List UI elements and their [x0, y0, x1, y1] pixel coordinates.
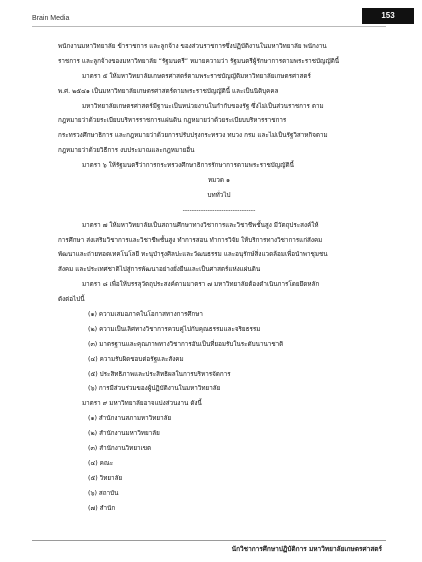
text-line: (๑) สำนักงานสภามหาวิทยาลัย	[88, 415, 172, 423]
text-line: (๔) คณะ	[88, 459, 114, 467]
text-line: (๔) ความรับผิดชอบต่อรัฐและสังคม	[88, 355, 184, 363]
text-line: ราชการ และลูกจ้างของมหาวิทยาลัย “รัฐมนตรี” หมายความว่า รัฐมนตรีผู้รักษาการตามพระราชบัญญัตินี้	[58, 57, 340, 65]
text-line: (๕) วิทยาลัย	[88, 474, 123, 482]
text-line: (๓) มาตรฐานและคุณภาพทางวิชาการอันเป็นที่ยอมรับในระดับนานาชาติ	[88, 340, 284, 348]
text-line: มาตรา ๗ ให้มหาวิทยาลัยเป็นสถานศึกษาทางวิชาการและวิชาชีพชั้นสูง มีวัตถุประสงค์ให้	[82, 221, 319, 229]
text-line: พัฒนาและถ่ายทอดเทคโนโลยี ทะนุบำรุงศิลปะและวัฒนธรรม และอนุรักษ์สิ่งแวดล้อมเพื่อนำพาชุมชน	[58, 251, 328, 259]
text-line: (๓) สำนักงานวิทยาเขต	[88, 445, 152, 453]
text-line: (๗) สำนัก	[88, 504, 116, 512]
text-line: (๖) การมีส่วนร่วมของผู้ปฏิบัติงานในมหาวิทยาลัย	[88, 385, 221, 393]
text-line: ดังต่อไปนี้	[58, 296, 85, 304]
header-brand: Brain Media	[32, 15, 70, 22]
header-divider	[32, 26, 386, 27]
page-number: 153	[362, 8, 414, 24]
body-text	[58, 40, 380, 517]
text-line: พ.ศ. ๒๕๔๑ เป็นมหาวิทยาลัยเกษตรศาสตร์ตามพระราชบัญญัตินี้ และเป็นนิติบุคคล	[58, 87, 279, 95]
text-line: พนักงานมหาวิทยาลัย ข้าราชการ และลูกจ้าง ของส่วนราชการซึ่งปฏิบัติงานในมหาวิทยาลัย พนักงาน	[58, 43, 327, 50]
text-line: (๕) ประสิทธิภาพและประสิทธิผลในการบริหารจัดการ	[88, 370, 231, 378]
text-line: มาตรา ๕ ให้มหาวิทยาลัยเกษตรศาสตร์ตามพระราชบัญญัติมหาวิทยาลัยเกษตรศาสตร์	[82, 72, 311, 80]
text-line: (๒) ความเป็นเลิศทางวิชาการควบคู่ไปกับคุณธรรมและจริยธรรม	[88, 325, 261, 333]
text-line: การศึกษา ส่งเสริมวิชาการและวิชาชีพชั้นสูง ทำการสอน ทำการวิจัย ให้บริการทางวิชาการแก่สังคม	[58, 236, 323, 244]
text-line: มาตรา ๘ เพื่อให้บรรลุวัตถุประสงค์ตามมาตรา ๗ มหาวิทยาลัยต้องดำเนินการโดยยึดหลัก	[82, 281, 320, 289]
text-line: สังคม และประเทศชาติไปสู่การพัฒนาอย่างยั่งยืนและเป็นศาสตร์แห่งแผ่นดิน	[58, 266, 261, 274]
text-line: หมวด ๑	[208, 177, 230, 185]
text-line: (๑) ความเสมอภาคในโอกาสทางการศึกษา	[88, 311, 203, 319]
text-line: กฎหมายว่าด้วยวิธีการ งบประมาณและกฎหมายอื่น	[58, 147, 195, 155]
text-line: มหาวิทยาลัยเกษตรศาสตร์มีฐานะเป็นหน่วยงานในกำกับของรัฐ ซึ่งไม่เป็นส่วนราชการ ตาม	[82, 102, 324, 110]
text-line: --------------------------------	[182, 206, 256, 214]
text-line: กฎหมายว่าด้วยระเบียบบริหารราชการแผ่นดิน กฎหมายว่าด้วยระเบียบบริหารราชการ	[58, 117, 287, 125]
text-line: (๖) สถาบัน	[88, 489, 119, 497]
text-line: บททั่วไป	[207, 191, 231, 199]
text-line: กระทรวงศึกษาธิการ และกฎหมายว่าด้วยการปรับปรุงกระทรวง ทบวง กรม และไม่เป็นรัฐวิสาหกิจตาม	[58, 132, 328, 140]
text-line: มาตรา ๖ ให้รัฐมนตรีว่าการกระทรวงศึกษาธิการรักษาการตามพระราชบัญญัตินี้	[82, 162, 294, 170]
text-line: (๒) สำนักงานมหาวิทยาลัย	[88, 430, 160, 438]
footer-divider	[32, 540, 386, 541]
footer-text: นักวิชาการศึกษาปฏิบัติการ มหาวิทยาลัยเกษตรศาสตร์	[231, 545, 382, 553]
text-line: มาตรา ๙ มหาวิทยาลัยอาจแบ่งส่วนงาน ดังนี้	[82, 400, 202, 408]
